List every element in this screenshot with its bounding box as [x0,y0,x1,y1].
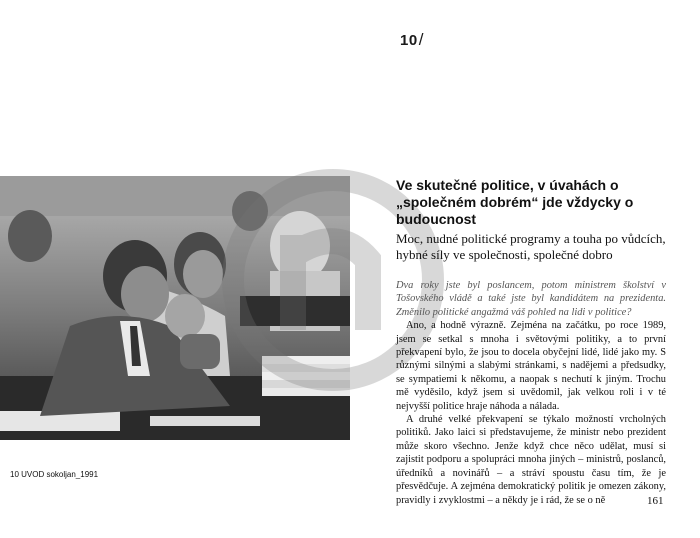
article-subheading: Moc, nudné politické programy a touha po vůdcích, hybné síly ve společnosti, společné dobro [396,231,666,262]
page-number: 161 [647,495,664,507]
chapter-number [400,30,424,50]
article-heading: Ve skutečné politice, v úvahách o „společném dobrém“ jde vždycky o budoucnost [396,177,634,227]
photo-caption: 10 UVOD sokoljan_1991 [10,470,99,479]
answer-paragraph: Ano, a hodně výrazně. Zejména na začátku, po roce 1989, jsem se setkal s mnoha i světovými politiky, a to první překvapení bylo, že jsou to docela obyčejní lidé, lidé jako my. S různými silnými a slabými stránkami, s nadějemi a předsudky, se sympatiemi k někomu, a naopak s nechutí k jiným. Trochu mě vyděsilo, když jsem si uvědomil, jak velkou roli i v té nejvyšší politice hraje náhoda a nálada. [396,320,666,412]
photo-two-politicians [0,176,350,440]
chapter-slash: / [418,30,424,49]
answer-paragraph: A druhé velké překvapení se týkalo možností vrcholných politiků. Jako laici si představujeme, že ministr nebo prezident může skoro všechno. Jenže když chce něco udělat, musí si zajistit podporu a spolupráci mnoha jiných – ministrů, poslanců, úředníků a novinářů – a stráví spoustu času tím, že je přesvědčuje. A zejména demokratický politik je omezen zákony, pravidly i zvyklostmi – a někdy je i rád, že se o ně [396,414,666,506]
chapter-number-text: 10 [400,32,418,49]
interview-question: Dva roky jste byl poslancem, potom ministrem školství v Tošovského vládě a také jste byl kandidátem na prezidenta. Změnilo politické angažmá váš pohled na lidi v politice? [396,280,666,318]
article-body [396,279,666,507]
